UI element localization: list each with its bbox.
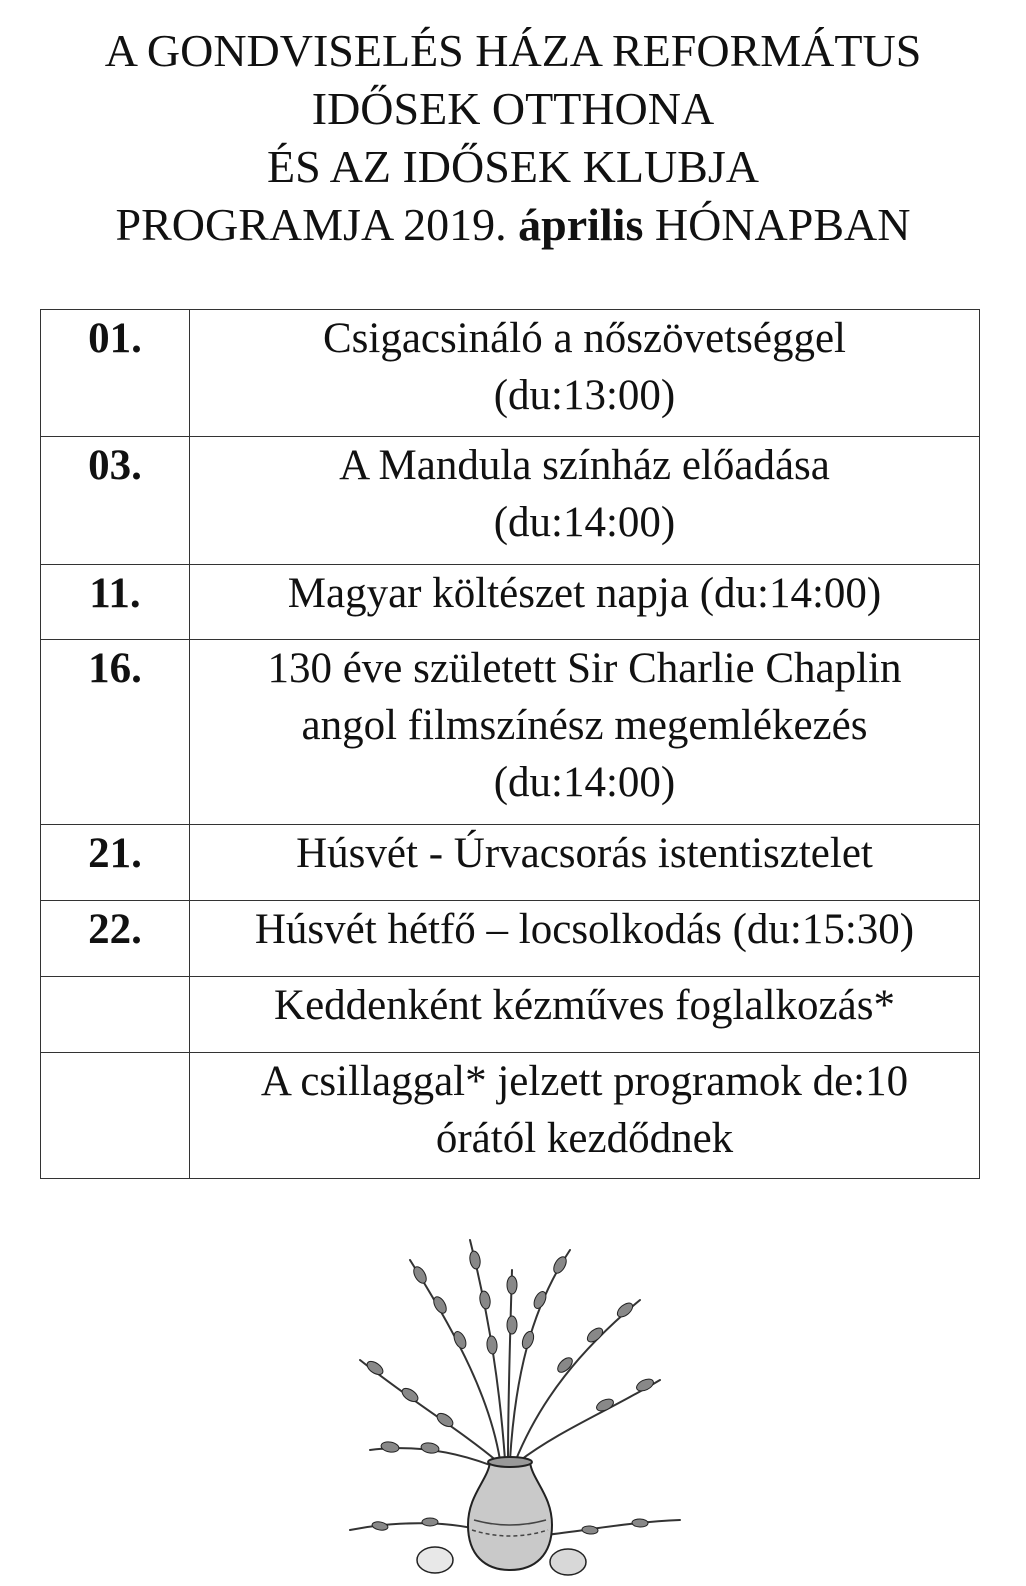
table-row	[41, 1053, 980, 1179]
title-line-3: ÉS AZ IDŐSEK KLUBJA	[267, 141, 759, 192]
day-cell: 16.	[41, 640, 190, 825]
pussy-willow-vase-icon	[340, 1230, 690, 1580]
event-text: Csigacsináló a nőszövetséggel (du:13:00)	[322, 315, 847, 419]
title-month: április	[518, 199, 644, 250]
event-cell	[190, 901, 980, 977]
day-cell	[41, 977, 190, 1053]
table-row	[41, 825, 980, 901]
table-row	[41, 565, 980, 640]
event-cell	[190, 310, 980, 437]
table-row	[41, 901, 980, 977]
table-row	[41, 640, 980, 825]
title-suffix: HÓNAPBAN	[654, 199, 911, 250]
event-cell	[190, 640, 980, 825]
page-title	[0, 22, 1026, 254]
day-cell: 22.	[41, 901, 190, 977]
table-row	[41, 977, 980, 1053]
event-text: Keddenként kézműves foglalkozás*	[274, 982, 895, 1029]
event-cell	[190, 565, 980, 640]
event-text: Húsvét hétfő – locsolkodás (du:15:30)	[254, 906, 915, 953]
event-cell	[190, 977, 980, 1053]
event-cell	[190, 825, 980, 901]
day-cell: 21.	[41, 825, 190, 901]
program-table	[40, 309, 980, 1179]
day-cell: 03.	[41, 437, 190, 565]
event-text: A Mandula színház előadása (du:14:00)	[339, 442, 830, 546]
day-cell: 01.	[41, 310, 190, 437]
day-cell	[41, 1053, 190, 1179]
title-line-1: A GONDVISELÉS HÁZA REFORMÁTUS	[104, 25, 922, 76]
event-text: A csillaggal* jelzett programok de:10 órától kezdődnek	[260, 1058, 909, 1162]
event-text: 130 éve született Sir Charlie Chaplin angol filmszínész megemlékezés (du:14:00)	[267, 645, 902, 806]
table-row	[41, 310, 980, 437]
title-year: PROGRAMJA 2019.	[115, 199, 507, 250]
event-cell	[190, 437, 980, 565]
table-row	[41, 437, 980, 565]
event-cell	[190, 1053, 980, 1179]
title-line-2: IDŐSEK OTTHONA	[311, 83, 715, 134]
event-text: Húsvét - Úrvacsorás istentisztelet	[296, 830, 873, 877]
title-line-4	[0, 196, 1026, 254]
event-text: Magyar költészet napja (du:14:00)	[287, 570, 882, 617]
day-cell: 11.	[41, 565, 190, 640]
